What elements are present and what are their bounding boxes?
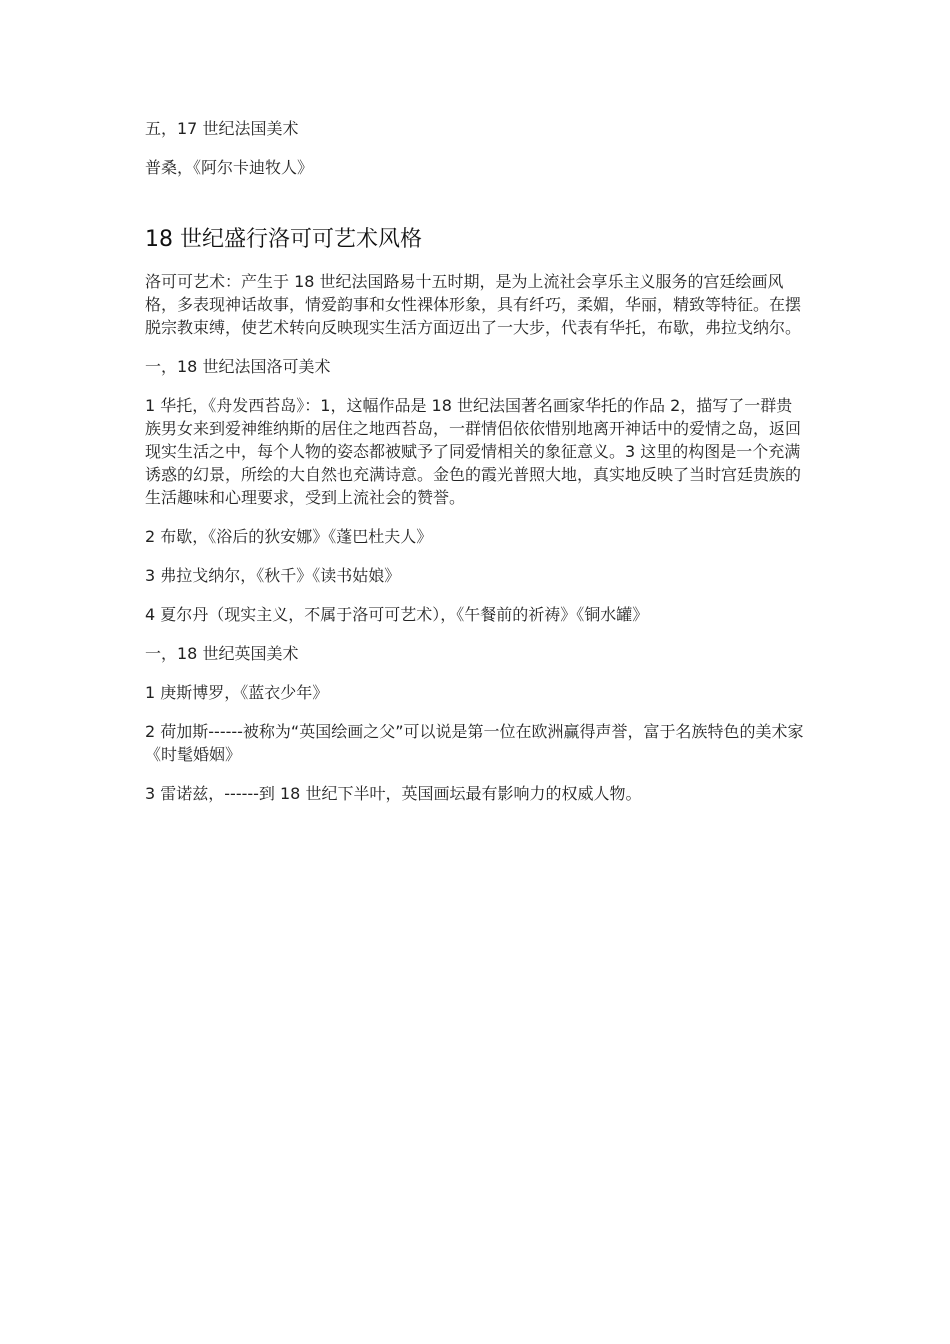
paragraph-watteau: 1 华托，《舟发西苔岛》：1，这幅作品是 18 世纪法国著名画家华托的作品 2，描写了一群贵族男女来到爱神维纳斯的居住之地西苔岛，一群情侣依依惜别地离开神话中的爱情之岛，返回现实生活之中，每个人物的姿态都被赋予了同爱情相关的象征意义。3 这里的构图是一个充满诱惑的幻景，所绘的大自然也充满诗意。金色的霞光普照大地，真实地反映了当时宫廷贵族的生活趣味和心理要求，受到上流社会的赞誉。	[145, 396, 802, 507]
paragraph-gainsborough: 1 庚斯博罗，《蓝衣少年》	[145, 683, 329, 702]
paragraph-boucher: 2 布歇，《浴后的狄安娜》《蓬巴杜夫人》	[145, 527, 433, 546]
paragraph-fragonard: 3 弗拉戈纳尔，《秋千》《读书姑娘》	[145, 566, 401, 585]
section-title-english-art: 一，18 世纪英国美术	[145, 644, 299, 663]
paragraph-reynolds: 3 雷诺兹，------到 18 世纪下半叶，英国画坛最有影响力的权威人物。	[145, 784, 642, 803]
paragraph-chardin: 4 夏尔丹（现实主义，不属于洛可可艺术），《午餐前的祈祷》《铜水罐》	[145, 605, 649, 624]
paragraph-poussin: 普桑，《阿尔卡迪牧人》	[145, 158, 314, 177]
section-title-17th-century-french-art: 五，17 世纪法国美术	[145, 119, 299, 138]
paragraph-rococo-definition: 洛可可艺术：产生于 18 世纪法国路易十五时期，是为上流社会享乐主义服务的宫廷绘画风格，多表现神话故事，情爱韵事和女性裸体形象，具有纤巧，柔媚，华丽，精致等特征。在摆脱宗教束缚，使艺术转向反映现实生活方面迈出了一大步，代表有华托，布歇，弗拉戈纳尔。	[145, 272, 802, 337]
section-title-french-rococo: 一，18 世纪法国洛可美术	[145, 357, 331, 376]
heading-rococo: 18 世纪盛行洛可可艺术风格	[145, 227, 422, 252]
paragraph-hogarth: 2 荷加斯------被称为“英国绘画之父”可以说是第一位在欧洲赢得声誉，富于名族特色的美术家《时髦婚姻》	[145, 722, 804, 764]
